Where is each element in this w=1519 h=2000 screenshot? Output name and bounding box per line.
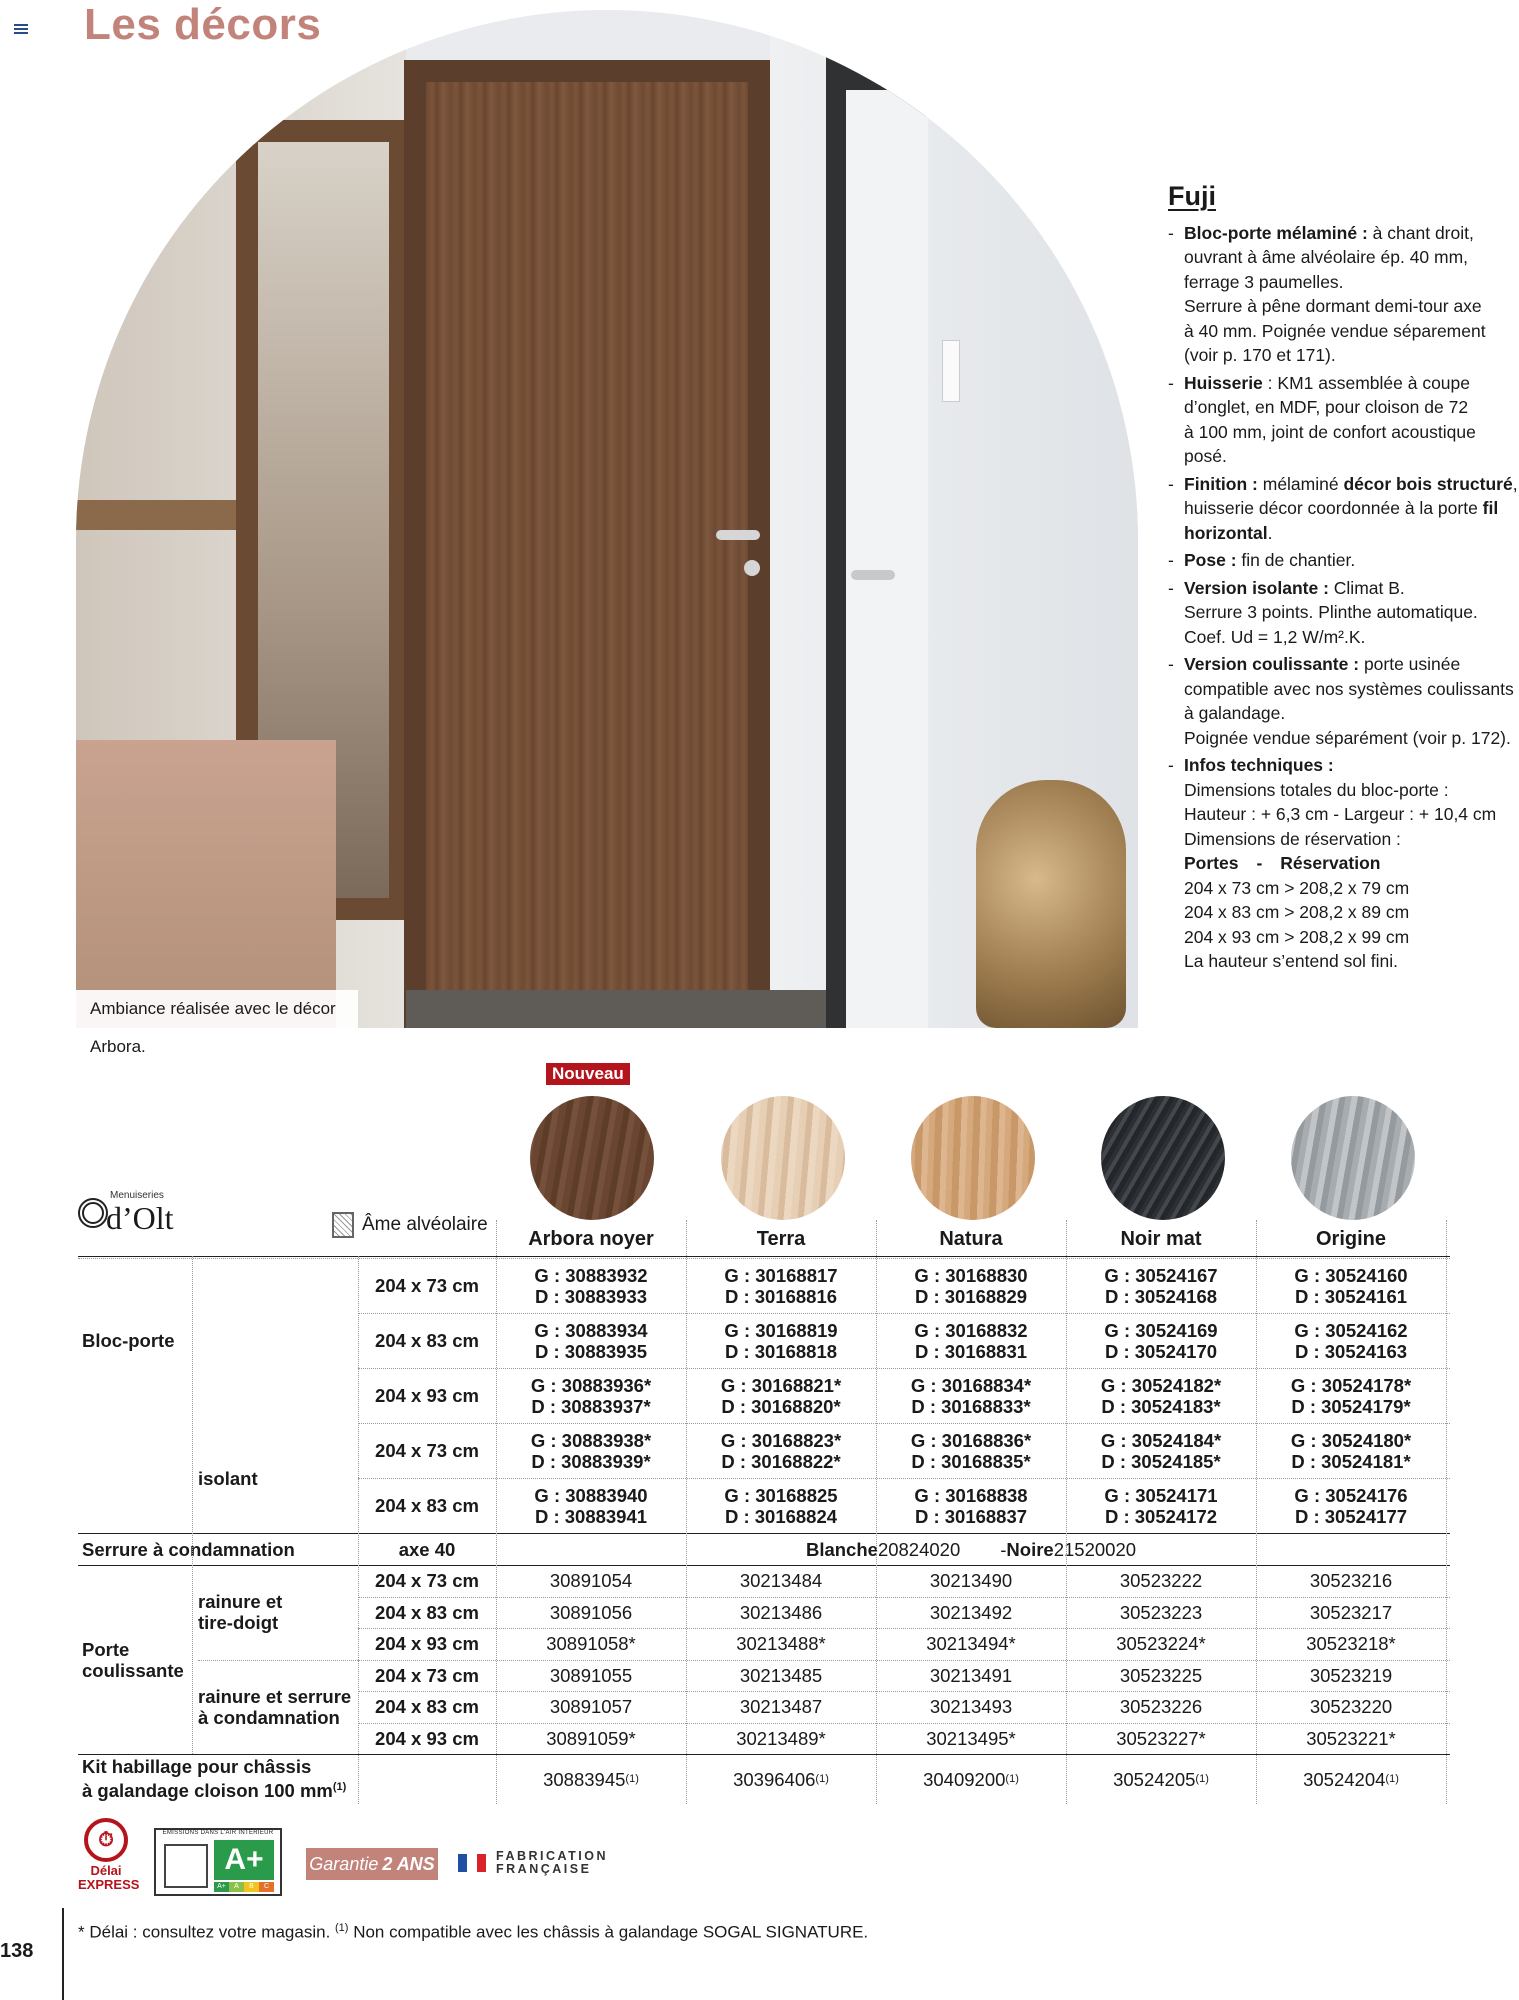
size-label: 204 x 93 cm [375, 1633, 479, 1655]
size-label: 204 x 83 cm [375, 1330, 479, 1351]
ref-cell: 30213488* [736, 1633, 826, 1655]
reservation-header: Portes - Réservation [1184, 853, 1381, 873]
ref-cell: G : 30524160 D : 30524161 [1294, 1264, 1408, 1307]
rainure-tire-doigt-label: rainure et tire-doigt [198, 1591, 283, 1634]
ref-cell: 30524204 (1) [1303, 1768, 1399, 1790]
ref-cell: 30213493 [929, 1696, 1013, 1718]
ref-cell: G : 30168817 D : 30168816 [724, 1264, 838, 1307]
brand-logo: Menuiseries d’Olt [78, 1190, 198, 1240]
ref-cell: G : 30168823* D : 30168822* [720, 1429, 842, 1472]
axe-label: axe 40 [398, 1538, 456, 1560]
size-label: 204 x 73 cm [375, 1570, 479, 1592]
air-emission-label: ÉMISSIONS DANS L'AIR INTÉRIEUR A+ A+ A B C [154, 1828, 282, 1896]
ref-cell: 30213490 [929, 1570, 1013, 1592]
spec-bloc-porte: - Bloc-porte mélaminé : à chant droit, ouvrant à âme alvéolaire ép. 40 mm, ferrage 3 paumelles. Serrure à pêne dormant demi-tour axe à 40 mm. Poignée vendue séparement (voir p. 170 et 171). [1168, 221, 1518, 368]
size-label: 204 x 93 cm [375, 1385, 479, 1406]
ref-cell: 30523222 [1119, 1570, 1203, 1592]
ref-cell: 30523226 [1119, 1696, 1203, 1718]
ref-cell: 30891054 [549, 1570, 633, 1592]
garantie-badge: Garantie 2 ANS [306, 1848, 438, 1880]
express-clock-icon: ⏱ [84, 1818, 128, 1862]
product-title: Fuji [1168, 181, 1216, 211]
size-label: 204 x 73 cm [375, 1275, 479, 1296]
ref-cell: 30891057 [549, 1696, 633, 1718]
ref-cell: G : 30883932 D : 30883933 [534, 1264, 648, 1307]
logo-mark-icon [78, 1198, 108, 1228]
ref-cell: 30891055 [549, 1664, 633, 1686]
ref-cell: 30213491 [929, 1664, 1013, 1686]
ref-cell: 30523217 [1309, 1601, 1393, 1623]
footnote: * Délai : consultez votre magasin. $^{(1)}$ Non compatible avec les châssis à galandage SOGAL SIGNATURE. [78, 1922, 869, 1942]
ref-cell: G : 30168830 D : 30168829 [914, 1264, 1028, 1307]
size-label: 204 x 83 cm [375, 1495, 479, 1516]
size-label: 204 x 73 cm [375, 1440, 479, 1461]
ref-cell: G : 30524171 D : 30524172 [1104, 1484, 1218, 1527]
ref-cell: 30523223 [1119, 1601, 1203, 1623]
swatch-natura [911, 1096, 1035, 1220]
vase [976, 780, 1126, 1028]
photo-caption: Ambiance réalisée avec le décor Arbora. [76, 990, 358, 1028]
decor-header: Noir mat [1120, 1227, 1202, 1250]
ref-cell: 30409200 (1) [923, 1768, 1019, 1790]
swatch-terra [721, 1096, 845, 1220]
house-icon [164, 1844, 208, 1888]
ref-cell: G : 30883934 D : 30883935 [534, 1319, 648, 1362]
fabrication-francaise: FABRICATION FRANÇAISE [458, 1850, 608, 1876]
ref-cell: G : 30524182* D : 30524183* [1100, 1374, 1222, 1417]
ref-cell: 30891058* [546, 1633, 636, 1655]
ref-cell: G : 30524180* D : 30524181* [1290, 1429, 1412, 1472]
ame-alveolaire: Âme alvéolaire [332, 1212, 488, 1238]
swatch-arbora-noyer [530, 1096, 654, 1220]
ref-cell: 30523225 [1119, 1664, 1203, 1686]
ref-cell: 30396406 (1) [733, 1768, 829, 1790]
size-label: 204 x 73 cm [375, 1664, 479, 1686]
room-photo [76, 10, 1138, 1028]
ref-cell: G : 30524162 D : 30524163 [1294, 1319, 1408, 1362]
ref-cell: G : 30524184* D : 30524185* [1100, 1429, 1222, 1472]
ref-cell: 30891059* [546, 1727, 636, 1749]
decor-header: Arbora noyer [528, 1227, 654, 1250]
isolant-label: isolant [198, 1467, 258, 1489]
ref-cell: G : 30168821* D : 30168820* [720, 1374, 842, 1417]
ref-cell: 30523216 [1309, 1570, 1393, 1592]
spec-version-isolante: - Version isolante : Climat B. Serrure 3 points. Plinthe automatique. Coef. Ud = 1,2 W/m².K. [1168, 576, 1518, 650]
ref-cell: 30213486 [739, 1601, 823, 1623]
serrure-refs: Blanche 20824020 - Noire 21520020 [805, 1538, 1137, 1560]
ref-cell: G : 30168838 D : 30168837 [914, 1484, 1028, 1527]
ref-cell: G : 30168832 D : 30168831 [914, 1319, 1028, 1362]
ref-cell: 30213492 [929, 1601, 1013, 1623]
ref-cell: G : 30883940 D : 30883941 [534, 1484, 648, 1527]
size-label: 204 x 83 cm [375, 1601, 479, 1623]
decor-header: Origine [1315, 1227, 1386, 1250]
decor-header: Natura [939, 1227, 1003, 1250]
kit-label: Kit habillage pour châssis à galandage cloison 100 $mm^{(1)}$ [82, 1756, 347, 1802]
ref-cell: 30213484 [739, 1570, 823, 1592]
porte-coulissante-label: Porte coulissante [82, 1638, 184, 1681]
ref-cell: 30891056 [549, 1601, 633, 1623]
honeycomb-core-icon [332, 1212, 354, 1238]
ref-cell: G : 30168819 D : 30168818 [724, 1319, 838, 1362]
spec-finition: - Finition : mélaminé décor bois structuré, huisserie décor coordonnée à la porte fil horizontal. [1168, 472, 1518, 546]
ref-cell: G : 30524178* D : 30524179* [1290, 1374, 1412, 1417]
serrure-label: Serrure à condamnation [82, 1538, 295, 1560]
decor-header: Terra [756, 1227, 806, 1250]
size-label: 204 x 93 cm [375, 1727, 479, 1749]
ref-cell: G : 30524169 D : 30524170 [1104, 1319, 1218, 1362]
ref-cell: 30523218* [1306, 1633, 1396, 1655]
product-specs [1168, 181, 1518, 977]
french-flag-icon [458, 1854, 486, 1872]
page-number: 138 [0, 1940, 34, 1962]
ref-cell: 30523221* [1306, 1727, 1396, 1749]
new-badge: Nouveau [546, 1063, 630, 1085]
bloc-porte-label: Bloc-porte [82, 1330, 175, 1351]
ref-cell: 30213487 [739, 1696, 823, 1718]
ref-cell: G : 30168834* D : 30168833* [910, 1374, 1032, 1417]
ref-cell: G : 30524176 D : 30524177 [1294, 1484, 1408, 1527]
ref-cell: 30523219 [1309, 1664, 1393, 1686]
delai-express-badge: ⏱ Délai EXPRESS [78, 1818, 134, 1892]
spec-pose: - Pose : fin de chantier. [1168, 548, 1518, 573]
spec-huisserie: - Huisserie : KM1 assemblée à coupe d’onglet, en MDF, pour cloison de 72 à 100 mm, joint de confort acoustique posé. [1168, 371, 1518, 469]
rainure-serrure-label: rainure et serrure à condamnation [198, 1685, 352, 1728]
ref-cell: 30883945 (1) [543, 1768, 639, 1790]
ref-cell: 30213485 [739, 1664, 823, 1686]
ref-cell: 30524205 (1) [1113, 1768, 1209, 1790]
swatch-origine [1291, 1096, 1415, 1220]
spec-version-coulissante: - Version coulissante : porte usinée compatible avec nos systèmes coulissants à galandage. Poignée vendue séparément (voir p. 172). [1168, 652, 1518, 750]
ref-cell: 30523224* [1116, 1633, 1206, 1655]
ref-cell: 30213489* [736, 1727, 826, 1749]
spec-infos-techniques: - Infos techniques : Dimensions totales du bloc-porte : Hauteur : + 6,3 cm - Largeur : + 10,4 cm Dimensions de réservation : Portes - Réservation 204 x 73 cm > 208,2 x 79 cm 204 x 83 cm > 208,2 x 89 cm 204 x 93 cm > 208,2 x 99 cm La hauteur s’entend sol fini. [1168, 753, 1518, 974]
ref-cell: 30213495* [926, 1727, 1016, 1749]
ref-cell: G : 30524167 D : 30524168 [1104, 1264, 1218, 1307]
swatch-noir-mat [1101, 1096, 1225, 1220]
ref-cell: G : 30168836* D : 30168835* [910, 1429, 1032, 1472]
ref-cell: 30523220 [1309, 1696, 1393, 1718]
ref-cell: G : 30168825 D : 30168824 [724, 1484, 838, 1527]
ref-cell: G : 30883938* D : 30883939* [530, 1429, 652, 1472]
ref-cell: 30523227* [1116, 1727, 1206, 1749]
menu-icon[interactable] [14, 24, 28, 36]
ref-cell: G : 30883936* D : 30883937* [530, 1374, 652, 1417]
size-label: 204 x 83 cm [375, 1696, 479, 1718]
ref-cell: 30213494* [926, 1633, 1016, 1655]
wood-door [426, 82, 748, 1028]
